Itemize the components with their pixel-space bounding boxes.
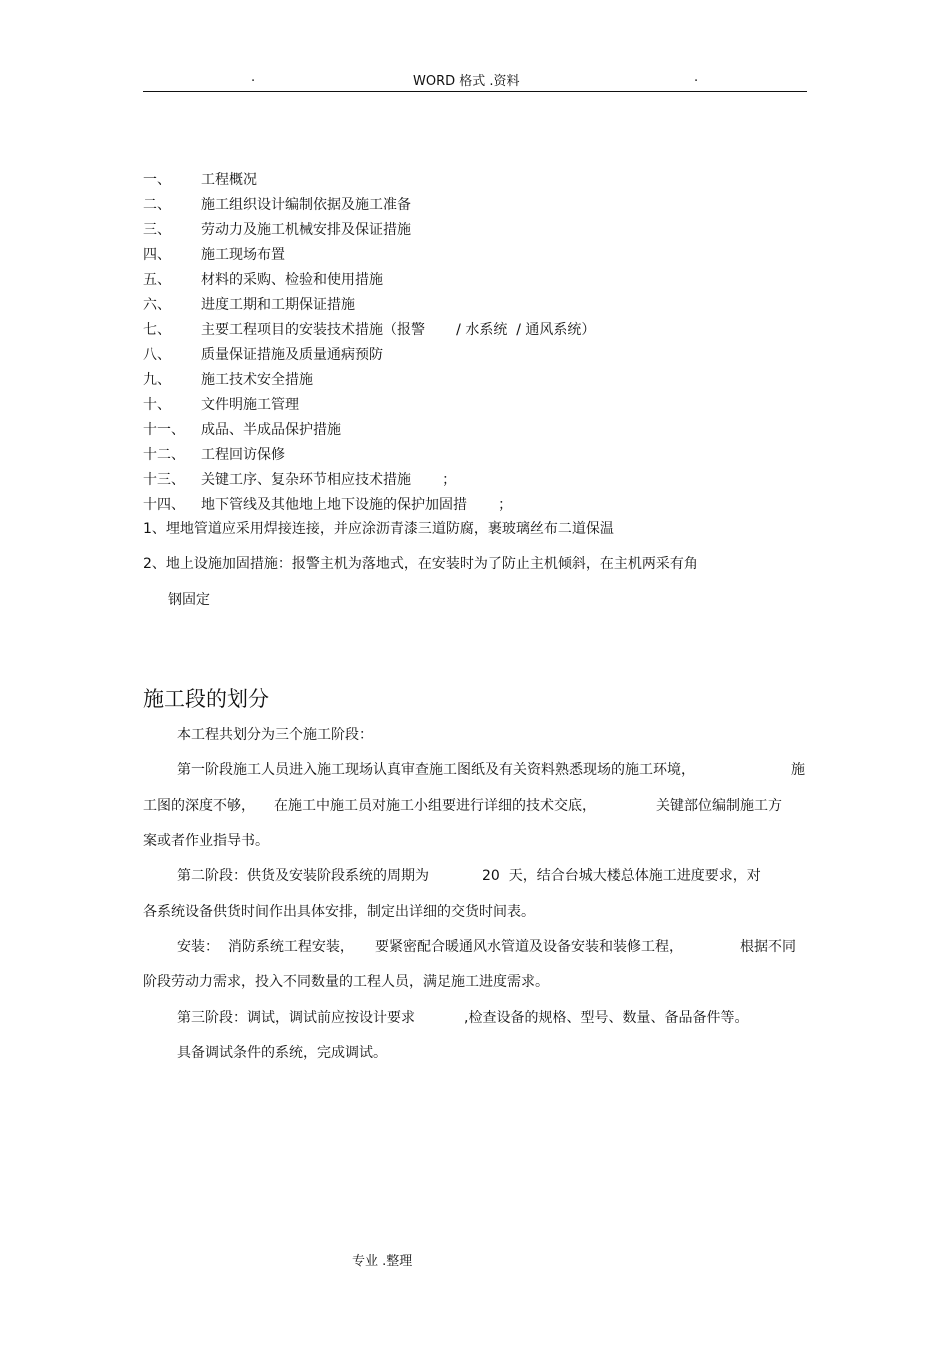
toc-item [143,170,823,195]
toc-text: 主要工程项目的安装技术措施（报警 / 水系统 / 通风系统） [201,322,596,338]
toc-item [143,395,823,420]
toc-number: 十、 [143,397,171,413]
header-left-dot: . [251,70,256,85]
toc-text: 施工现场布置 [201,247,285,263]
toc-number: 六、 [143,297,171,313]
toc-text: 劳动力及施工机械安排及保证措施 [201,222,411,238]
toc-number: 九、 [143,372,171,388]
toc-item [143,295,823,320]
toc-text: 工程回访保修 [201,447,285,463]
toc-number: 十四、 [143,497,185,513]
paragraph-text: 在施工中施工员对施工小组要进行详细的技术交底， [274,798,596,814]
paragraph-text: 关键部位编制施工方 [656,798,782,814]
header-right-dot: . [694,70,699,85]
paragraph-text: 安装： 消防系统工程安装， [177,939,354,955]
toc-number: 四、 [143,247,171,263]
paragraph-text: 第一阶段施工人员进入施工现场认真审查施工图纸及有关资料熟悉现场的施工环境， [177,762,695,778]
paragraph-text: 要紧密配合暖通风水管道及设备安装和装修工程， [375,939,683,955]
toc-number: 五、 [143,272,171,288]
toc-item [143,470,823,495]
section-title: 施工段的划分 [143,687,269,711]
toc-number: 八、 [143,347,171,363]
toc-text: 文件明施工管理 [201,397,299,413]
paragraph-text: 工图的深度不够， [143,798,255,814]
section-intro: 本工程共划分为三个施工阶段： [177,727,373,743]
paragraph-text: ,检查设备的规格、型号、数量、备品备件等。 [464,1010,749,1026]
toc-number: 一、 [143,172,171,188]
page-header [0,70,950,90]
toc-item [143,270,823,295]
paragraph-stage-one-line3: 案或者作业指导书。 [143,833,269,849]
toc-text: 工程概况 [201,172,257,188]
toc-number: 三、 [143,222,171,238]
header-rule [143,91,807,92]
header-title: WORD 格式 .资料 [413,74,520,89]
paragraph-stage-three-line2: 具备调试条件的系统，完成调试。 [177,1045,387,1061]
toc-number: 二、 [143,197,171,213]
toc-item [143,420,823,445]
toc-text: 施工技术安全措施 [201,372,313,388]
toc-text: 关键工序、复杂环节相应技术措施 ； [201,472,457,488]
toc-item [143,370,823,395]
toc-item [143,195,823,220]
toc-number: 十二、 [143,447,185,463]
page-footer: 专业 .整理 [352,1254,413,1269]
toc-item [143,245,823,270]
paragraph-text: 施 [791,762,805,778]
toc-number: 十三、 [143,472,185,488]
toc-item [143,320,823,345]
toc-text: 质量保证措施及质量通病预防 [201,347,383,363]
toc-text: 成品、半成品保护措施 [201,422,341,438]
paragraph-text: 根据不同 [740,939,796,955]
table-of-contents [143,170,823,520]
toc-text: 材料的采购、检验和使用措施 [201,272,383,288]
toc-item [143,345,823,370]
note-equipment-anchoring-cont: 钢固定 [168,592,210,608]
toc-number: 七、 [143,322,171,338]
note-equipment-anchoring: 2、地上设施加固措施：报警主机为落地式，在安装时为了防止主机倾斜，在主机两采有角 [143,556,698,572]
toc-item [143,495,823,520]
toc-text: 施工组织设计编制依据及施工准备 [201,197,411,213]
toc-item [143,220,823,245]
paragraph-stage-two-line2: 各系统设备供货时间作出具体安排，制定出详细的交货时间表。 [143,904,535,920]
paragraph-installation-line2: 阶段劳动力需求，投入不同数量的工程人员，满足施工进度需求。 [143,974,549,990]
toc-text: 地下管线及其他地上地下设施的保护加固措 ； [201,497,513,513]
paragraph-text: 20 天，结合台城大楼总体施工进度要求，对 [482,868,761,884]
paragraph-text: 第三阶段：调试，调试前应按设计要求 [177,1010,415,1026]
paragraph-text: 第二阶段：供货及安装阶段系统的周期为 [177,868,429,884]
toc-item [143,445,823,470]
note-pipe-protection: 1、埋地管道应采用焊接连接，并应涂沥青漆三道防腐，裹玻璃丝布二道保温 [143,521,614,537]
toc-text: 进度工期和工期保证措施 [201,297,355,313]
toc-number: 十一、 [143,422,185,438]
